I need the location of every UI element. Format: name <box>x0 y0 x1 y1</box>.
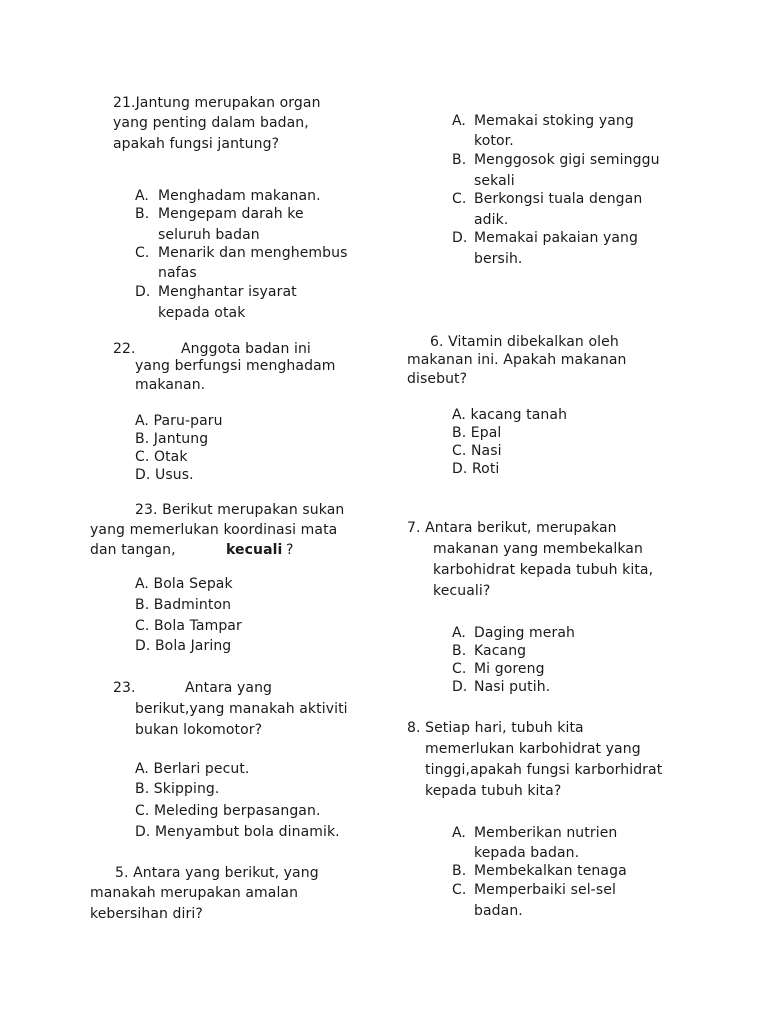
question-mark: ? <box>286 542 294 558</box>
option: C. Bola Tampar <box>135 618 242 634</box>
option-text: kepada badan. <box>474 845 580 861</box>
question-text: memerlukan karbohidrat yang <box>425 741 641 757</box>
option-text: Memakai stoking yang <box>474 113 634 129</box>
question-text: kepada tubuh kita? <box>425 783 562 799</box>
question-text: bukan lokomotor? <box>135 722 263 738</box>
option-text: badan. <box>474 903 523 919</box>
option-letter: B. <box>452 643 467 659</box>
question-text: disebut? <box>407 371 468 387</box>
question-text: 21.Jantung merupakan organ <box>113 95 321 111</box>
option-text: adik. <box>474 212 509 228</box>
option-text: Memperbaiki sel-sel <box>474 882 616 898</box>
question-text: tinggi,apakah fungsi karborhidrat <box>425 762 663 778</box>
option-text: Daging merah <box>474 625 576 641</box>
option-text: Menarik dan menghembus <box>158 245 348 261</box>
option: B. Badminton <box>135 597 232 613</box>
option-text: Kacang <box>474 643 527 659</box>
question-text: Antara yang <box>185 680 273 696</box>
question-text: makanan. <box>135 377 206 393</box>
option: B. Skipping. <box>135 781 220 797</box>
option: C. Otak <box>135 449 188 465</box>
option-text: Nasi putih. <box>474 679 551 695</box>
option: D. Menyambut bola dinamik. <box>135 824 340 840</box>
question-text: berikut,yang manakah aktiviti <box>135 701 348 717</box>
option-text: sekali <box>474 173 515 189</box>
option-letter: C. <box>452 661 467 677</box>
option-letter: D. <box>452 679 468 695</box>
option-text: Mengepam darah ke <box>158 206 304 222</box>
option-letter: B. <box>452 152 467 168</box>
option-letter: D. <box>135 284 151 300</box>
option-letter: A. <box>135 188 149 204</box>
option-text: kotor. <box>474 133 514 149</box>
option-letter: A. <box>452 825 466 841</box>
option: D. Bola Jaring <box>135 638 232 654</box>
option-letter: C. <box>452 882 467 898</box>
option-letter: A. <box>452 625 466 641</box>
option: C. Meleding berpasangan. <box>135 803 321 819</box>
question-text: yang penting dalam badan, <box>113 115 309 131</box>
option: B. Jantung <box>135 431 209 447</box>
option-text: Membekalkan tenaga <box>474 863 627 879</box>
option-letter: D. <box>452 230 468 246</box>
question-text: 5. Antara yang berikut, yang <box>115 865 319 881</box>
option-letter: A. <box>452 113 466 129</box>
question-text: 6. Vitamin dibekalkan oleh <box>430 334 619 350</box>
option-text: seluruh badan <box>158 227 260 243</box>
option-text: kepada otak <box>158 305 246 321</box>
question-text: kecuali? <box>433 583 491 599</box>
question-text: karbohidrat kepada tubuh kita, <box>433 562 654 578</box>
option: B. Epal <box>452 425 502 441</box>
keyword-kecuali: kecuali <box>226 542 283 558</box>
option: C. Nasi <box>452 443 502 459</box>
question-text: yang berfungsi menghadam <box>135 358 336 374</box>
question-text: kebersihan diri? <box>90 906 203 922</box>
question-text: 7. Antara berikut, merupakan <box>407 520 617 536</box>
option-text: Berkongsi tuala dengan <box>474 191 643 207</box>
option-text: Memakai pakaian yang <box>474 230 639 246</box>
option-text: Menghadam makanan. <box>158 188 321 204</box>
question-text: 23. Berikut merupakan sukan <box>135 502 345 518</box>
option-text: bersih. <box>474 251 523 267</box>
question-text: Anggota badan ini <box>181 341 311 357</box>
option-text: Mi goreng <box>474 661 545 677</box>
question-text: yang memerlukan koordinasi mata <box>90 522 338 538</box>
question-text: manakah merupakan amalan <box>90 885 299 901</box>
option: A. kacang tanah <box>452 407 568 423</box>
question-text: apakah fungsi jantung? <box>113 136 280 152</box>
option-text: Menghantar isyarat <box>158 284 297 300</box>
option: A. Paru-paru <box>135 413 223 429</box>
question-text: dan tangan, <box>90 542 176 558</box>
option: A. Bola Sepak <box>135 576 233 592</box>
option-text: nafas <box>158 265 197 281</box>
option: A. Berlari pecut. <box>135 761 250 777</box>
question-number: 22. <box>113 341 136 357</box>
question-text: 8. Setiap hari, tubuh kita <box>407 720 584 736</box>
option-letter: C. <box>135 245 150 261</box>
question-text: makanan ini. Apakah makanan <box>407 352 627 368</box>
option-letter: B. <box>452 863 467 879</box>
option-text: Menggosok gigi seminggu <box>474 152 660 168</box>
question-text: makanan yang membekalkan <box>433 541 643 557</box>
option-text: Memberikan nutrien <box>474 825 618 841</box>
option: D. Roti <box>452 461 500 477</box>
option-letter: C. <box>452 191 467 207</box>
question-number: 23. <box>113 680 136 696</box>
option-letter: B. <box>135 206 150 222</box>
option: D. Usus. <box>135 467 194 483</box>
